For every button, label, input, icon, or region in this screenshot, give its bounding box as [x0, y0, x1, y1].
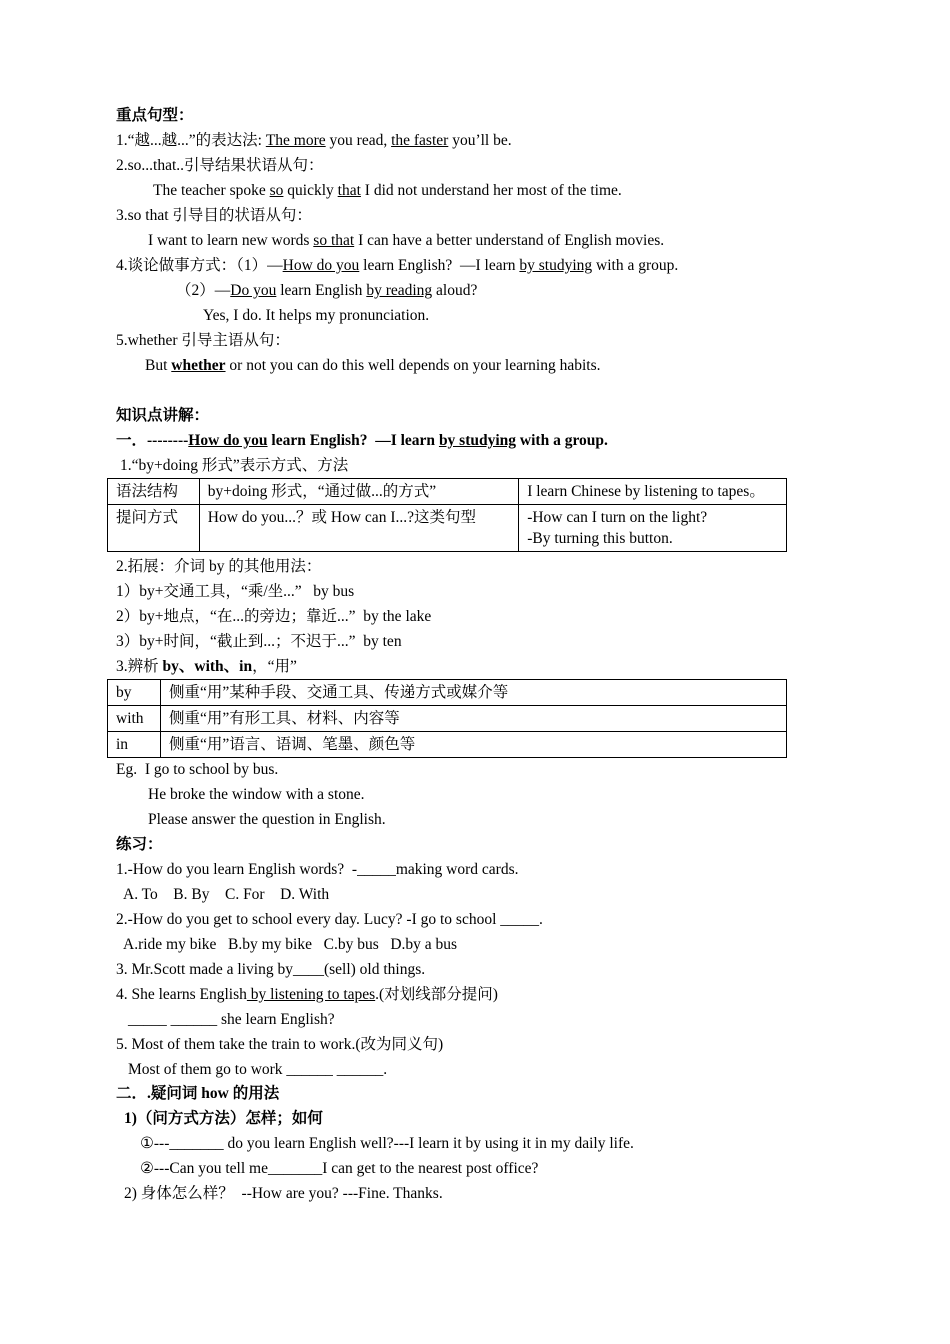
- text: learn English? —I learn: [267, 432, 439, 449]
- text: .(对划线部分提问): [375, 986, 498, 1003]
- table-row: [108, 479, 787, 505]
- text: you read,: [325, 132, 392, 149]
- table-cell: in: [108, 732, 161, 758]
- table-cell: by+doing 形式，“通过做...的方式”: [199, 479, 518, 505]
- table-cell: 语法结构: [108, 479, 200, 505]
- example-line: Eg. I go to school by bus.: [116, 761, 279, 778]
- cell-line: -How can I turn on the light?: [527, 509, 708, 526]
- text: I did not understand her most of the time.: [360, 182, 622, 199]
- point-1-title: 1.“by+doing 形式”表示方式、方法: [120, 457, 349, 474]
- text: But: [145, 357, 172, 374]
- text: ，“用”: [252, 658, 297, 675]
- table-row: [108, 505, 787, 552]
- text: learn English: [276, 282, 367, 299]
- example-line: Please answer the question in English.: [148, 811, 386, 828]
- table-cell: I learn Chinese by listening to tapes。: [519, 479, 787, 505]
- by-with-in-table: [107, 679, 787, 758]
- sentence-2-example: [153, 181, 622, 201]
- by-usage-item: 3）by+时间，“截止到...；不迟于...” by ten: [116, 633, 402, 650]
- text: you’ll be.: [448, 132, 512, 149]
- text: aloud?: [432, 282, 478, 299]
- key-sentences-heading: 重点句型：: [116, 107, 194, 124]
- how-usage-example: ①---_______ do you learn English well?---I learn it by using it in my daily life.: [140, 1135, 634, 1152]
- table-cell: [519, 505, 787, 552]
- table-cell: 侧重“用”某种手段、交通工具、传递方式或媒介等: [160, 680, 786, 706]
- underlined-text: by studying: [438, 432, 517, 449]
- sentence-4-part-2: [176, 281, 477, 301]
- table-cell: 侧重“用”语言、语调、笔墨、颜色等: [160, 732, 786, 758]
- by-doing-table: [107, 478, 787, 552]
- text: I can have a better understand of English movies.: [354, 232, 665, 249]
- by-usage-item: 1）by+交通工具，“乘/坐...” by bus: [116, 583, 355, 600]
- exercise-question-3: 3. Mr.Scott made a living by____(sell) old things.: [116, 961, 426, 978]
- text: 4. She learns English: [116, 986, 247, 1003]
- text: （2）—: [176, 282, 231, 299]
- table-cell: 提问方式: [108, 505, 200, 552]
- bold-text: by、with、in: [162, 658, 253, 675]
- text: 3.辨析: [116, 658, 163, 675]
- point-2-title: 2.拓展：介词 by 的其他用法：: [116, 558, 322, 575]
- underlined-text: so: [269, 182, 284, 199]
- text: with a group.: [516, 432, 608, 449]
- underlined-text: whether: [171, 357, 226, 374]
- text: 一．--------: [116, 432, 189, 449]
- sentence-3-title: 3.so that 引导目的状语从句：: [116, 207, 312, 224]
- table-row: [108, 732, 787, 758]
- exercise-options-1: A. To B. By C. For D. With: [123, 886, 330, 903]
- underlined-text: How do you: [188, 432, 268, 449]
- text: I want to learn new words: [148, 232, 314, 249]
- exercise-question-4: [116, 985, 498, 1005]
- text: or not you can do this well depends on your learning habits.: [225, 357, 601, 374]
- sentence-1: [116, 131, 512, 151]
- exercise-question-5: 5. Most of them take the train to work.(改为同义句): [116, 1036, 444, 1053]
- sentence-4-answer: Yes, I do. It helps my pronunciation.: [203, 307, 430, 324]
- table-cell: How do you...？或 How can I...?这类句型: [199, 505, 518, 552]
- underlined-text: the faster: [391, 132, 449, 149]
- table-cell: with: [108, 706, 161, 732]
- point-3-title: [116, 657, 297, 677]
- sentence-4: [116, 256, 678, 276]
- cell-line: -By turning this button.: [527, 530, 673, 547]
- table-row: [108, 706, 787, 732]
- text: with a group.: [592, 257, 679, 274]
- table-cell: 侧重“用”有形工具、材料、内容等: [160, 706, 786, 732]
- underlined-text: so that: [313, 232, 355, 249]
- how-usage-heading: 二．.疑问词 how 的用法: [116, 1085, 280, 1102]
- text: quickly: [283, 182, 338, 199]
- underlined-text: How do you: [282, 257, 360, 274]
- sentence-5-title: 5.whether 引导主语从句：: [116, 332, 290, 349]
- underlined-text: by listening to tapes: [246, 986, 376, 1003]
- knowledge-heading: 知识点讲解：: [116, 407, 210, 424]
- how-usage-sub-2: 2) 身体怎么样？ --How are you? ---Fine. Thanks.: [124, 1185, 443, 1202]
- underlined-text: The more: [265, 132, 326, 149]
- exercise-heading: 练习：: [116, 836, 163, 853]
- text: 4.谈论做事方式：（1）—: [116, 257, 283, 274]
- how-usage-sub-1: 1)（问方式方法）怎样；如何: [124, 1110, 323, 1127]
- exercise-answer-5: Most of them go to work ______ ______.: [128, 1061, 388, 1078]
- underlined-text: by studying: [519, 257, 593, 274]
- underlined-text: that: [337, 182, 361, 199]
- text: learn English? —I learn: [359, 257, 520, 274]
- how-usage-example: ②---Can you tell me_______I can get to the nearest post office?: [140, 1160, 539, 1177]
- sentence-5-example: [145, 356, 600, 376]
- exercise-question-1: 1.-How do you learn English words? -_____making word cards.: [116, 861, 519, 878]
- text: The teacher spoke: [153, 182, 270, 199]
- sentence-3-example: [148, 231, 664, 251]
- sentence-2-title: 2.so...that..引导结果状语从句：: [116, 157, 324, 174]
- example-line: He broke the window with a stone.: [148, 786, 365, 803]
- exercise-answer-4: _____ ______ she learn English?: [128, 1011, 335, 1028]
- exercise-question-2: 2.-How do you get to school every day. Lucy? -I go to school _____.: [116, 911, 543, 928]
- by-usage-item: 2）by+地点，“在...的旁边；靠近...” by the lake: [116, 608, 432, 625]
- table-cell: by: [108, 680, 161, 706]
- exercise-options-2: A.ride my bike B.by my bike C.by bus D.by a bus: [123, 936, 458, 953]
- table-row: [108, 680, 787, 706]
- underlined-text: Do you: [230, 282, 277, 299]
- part-1-heading: [116, 431, 608, 451]
- underlined-text: by reading: [366, 282, 433, 299]
- text: 1.“越...越...”的表达法:: [116, 132, 266, 149]
